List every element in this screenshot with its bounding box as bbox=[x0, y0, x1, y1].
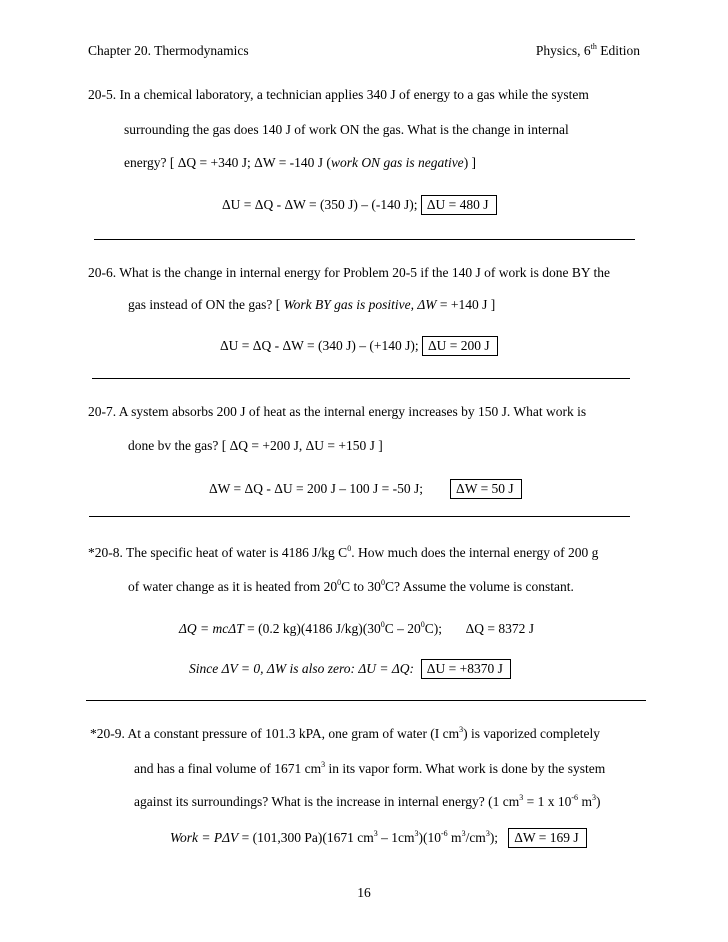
problem-20-8-equation-1: ΔQ = mcΔT = (0.2 kg)(4186 $J/kg)(30^0C - 20^0C)$; ΔQ = 8372 J bbox=[179, 620, 535, 636]
problem-20-7-equation: ΔW = ΔQ - ΔU = 200 J – 100 J = -50 J; ΔW = 50 J bbox=[209, 480, 522, 498]
divider bbox=[86, 700, 646, 701]
problem-20-6-text-line1: 20-6. What is the change in internal energy for Problem 20-5 if the 140 J of work is done BY the bbox=[88, 265, 611, 280]
problem-20-5-text-line2: surrounding the gas does 140 J of work ON the gas. What is the change in internal bbox=[124, 122, 569, 137]
problem-20-9-text-line1: *20-9. At a constant pressure of 101.3 kPA, one gram of water (I $cm^3$) is vaporized completely bbox=[90, 725, 600, 741]
answer-box: ΔU = 200 J bbox=[422, 336, 498, 356]
book-title: Physics, 6th Edition bbox=[535, 42, 640, 58]
page-number: 16 bbox=[357, 885, 371, 900]
answer-box: ΔW = 169 J bbox=[508, 828, 586, 848]
problem-20-5-text-line3: energy? [ ΔQ = +340 J; ΔW = -140 J (work ON gas is negative) ] bbox=[124, 155, 477, 170]
problem-20-9-text-line3: against its surroundings? What is the increase in internal energy? (1 $cm^3 = 1$ x $10^{-6}$ $m^3$) bbox=[134, 793, 601, 809]
answer-box: ΔW = 50 J bbox=[450, 479, 522, 499]
answer-box: ΔU = 480 J bbox=[421, 195, 497, 215]
problem-20-9-equation: Work = PΔV = (101,300 Pa)(1671 $cm^3 - 1cm^3)(10^{-6}$ $m^3/cm^3$); ΔW = 169 J bbox=[170, 829, 587, 847]
problem-20-5-equation: ΔU = ΔQ - ΔW = (350 J) – (-140 J); ΔU = 480 J bbox=[222, 196, 497, 214]
problem-20-9-text-line2: and has a final volume of 1671 $cm^3$ in its vapor form. What work is done by the system bbox=[134, 760, 606, 776]
divider bbox=[92, 378, 630, 379]
heat-result: ΔQ = 8372 J bbox=[465, 621, 535, 636]
problem-20-7-text-line1: 20-7. A system absorbs 200 J of heat as the internal energy increases by 150 J. What work is bbox=[88, 404, 587, 419]
problem-20-8-text-line1: *20-8. The specific heat of water is 4186 J/kg $C^0$. How much does the internal energy of 200 g bbox=[88, 544, 599, 560]
divider bbox=[89, 516, 630, 517]
divider bbox=[94, 239, 635, 240]
problem-20-7-text-line2: done bv the gas? [ ΔQ = +200 J, ΔU = +150 J ] bbox=[128, 438, 383, 453]
problem-20-6-text-line2: gas instead of ON the gas? [ Work BY gas is positive, ΔW = +140 J ] bbox=[128, 297, 496, 312]
problem-20-6-equation: ΔU = ΔQ - ΔW = (340 J) – (+140 J); ΔU = 200 J bbox=[220, 337, 498, 355]
chapter-title: Chapter 20. Thermodynamics bbox=[88, 43, 249, 58]
problem-20-8-equation-2: Since ΔV = 0, ΔW is also zero: ΔU = ΔQ: ΔU = +8370 J bbox=[189, 660, 511, 678]
problem-20-5-text-line1: 20-5. In a chemical laboratory, a technician applies 340 J of energy to a gas while the system bbox=[88, 87, 589, 102]
answer-box: ΔU = +8370 J bbox=[421, 659, 511, 679]
problem-20-8-text-line2: of water change as it is heated from $20^0C$ to $30^0C$? Assume the volume is constant. bbox=[128, 578, 574, 594]
